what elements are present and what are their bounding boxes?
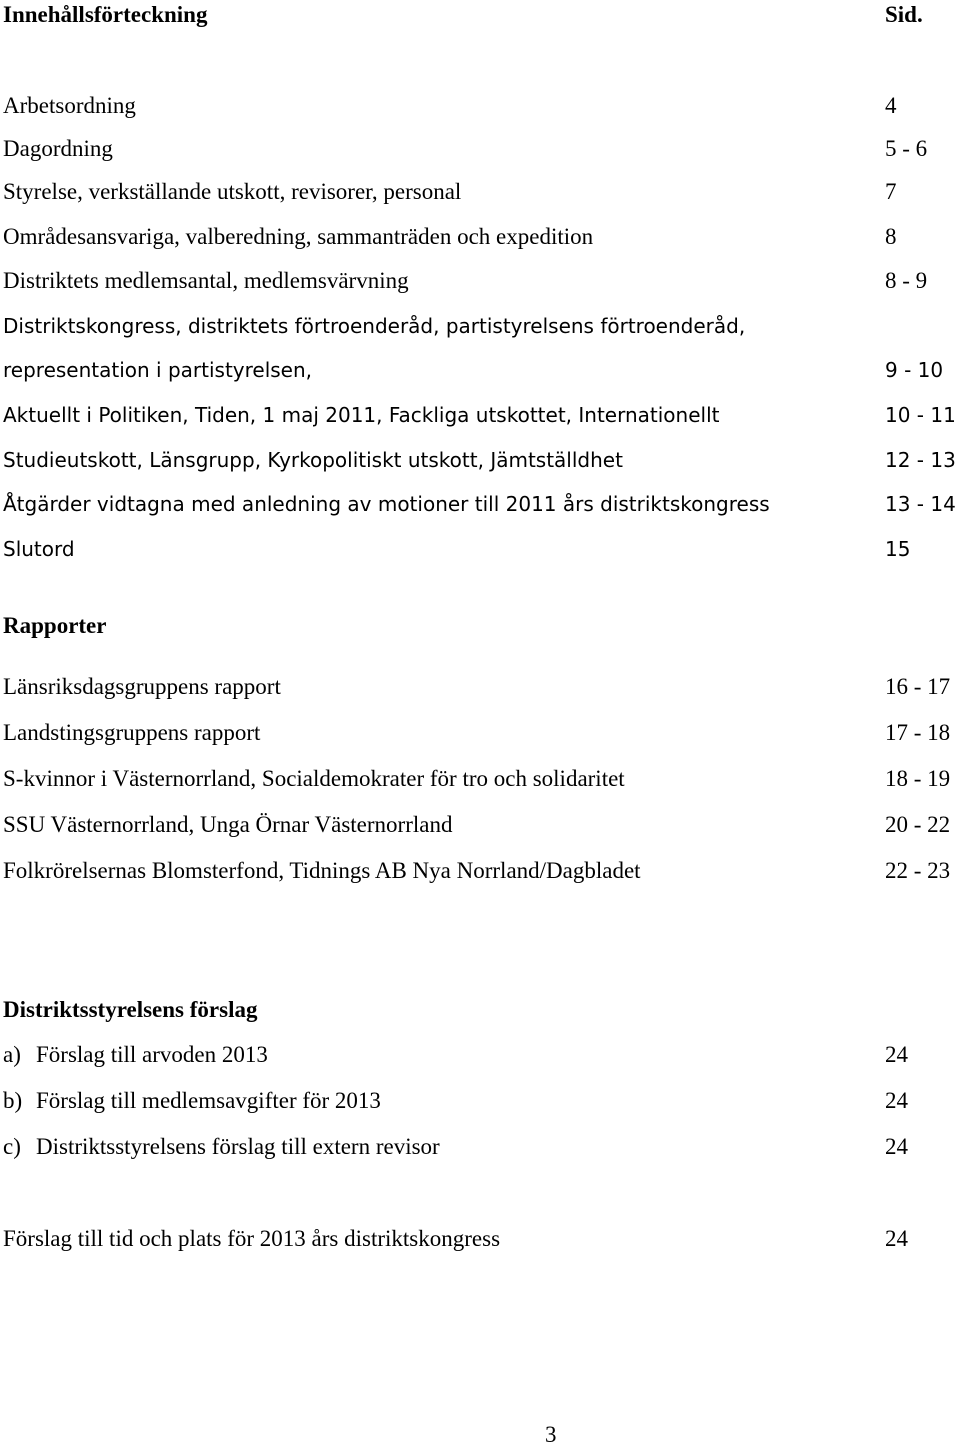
section-heading-rapporter: Rapporter bbox=[3, 613, 107, 638]
toc-entry bbox=[3, 222, 960, 252]
toc-entry-text: Slutord bbox=[3, 537, 75, 561]
toc-entry-text: Aktuellt i Politiken, Tiden, 1 maj 2011, Fackliga utskottet, Internationellt bbox=[3, 403, 720, 427]
toc-entry-page: 8 bbox=[885, 224, 897, 249]
toc-entry-text: SSU Västernorrland, Unga Örnar Västernorrland bbox=[3, 812, 453, 837]
toc-entry-page: 12 - 13 bbox=[885, 448, 956, 472]
toc-entry bbox=[3, 445, 960, 475]
page-column-label: Sid. bbox=[885, 2, 923, 27]
toc-entry-text: Studieutskott, Länsgrupp, Kyrkopolitiskt utskott, Jämtställdhet bbox=[3, 448, 623, 472]
toc-entry-page: 17 - 18 bbox=[885, 720, 951, 745]
toc-entry-page: 24 bbox=[885, 1088, 908, 1113]
toc-entry-text: Distriktets medlemsantal, medlemsvärvning bbox=[3, 268, 409, 293]
toc-entry-label: Distriktsstyrelsens förslag till extern revisor bbox=[36, 1134, 440, 1159]
list-marker: b) bbox=[3, 1088, 23, 1113]
toc-entry-page: 7 bbox=[885, 179, 897, 204]
toc-title: Innehållsförteckning bbox=[3, 2, 208, 27]
toc-entry bbox=[3, 355, 960, 385]
toc-entry-text: Landstingsgruppens rapport bbox=[3, 720, 261, 745]
toc-entry bbox=[3, 534, 960, 564]
list-marker: a) bbox=[3, 1042, 21, 1067]
toc-entry-page: 5 - 6 bbox=[885, 136, 928, 161]
toc-entry bbox=[3, 134, 960, 164]
toc-entry-text: Folkrörelsernas Blomsterfond, Tidnings AB Nya Norrland/Dagbladet bbox=[3, 858, 641, 883]
toc-entry-page: 24 bbox=[885, 1042, 908, 1067]
toc-entry-text: Länsriksdagsgruppens rapport bbox=[3, 674, 281, 699]
toc-entry bbox=[3, 1040, 960, 1070]
toc-entry bbox=[3, 266, 960, 296]
toc-entry bbox=[3, 810, 960, 840]
toc-entry bbox=[3, 718, 960, 748]
toc-entry bbox=[3, 1224, 960, 1254]
toc-entry bbox=[3, 764, 960, 794]
toc-entry-text: Distriktskongress, distriktets förtroenderåd, partistyrelsens förtroenderåd, bbox=[3, 314, 746, 338]
toc-entry-text: Förslag till tid och plats för 2013 års distriktskongress bbox=[3, 1226, 501, 1251]
toc-entry-page: 10 - 11 bbox=[885, 403, 956, 427]
toc-entry-text: representation i partistyrelsen, bbox=[3, 358, 313, 382]
toc-entry-page: 24 bbox=[885, 1226, 908, 1251]
toc-entry bbox=[3, 1086, 960, 1116]
toc-entry-text: Områdesansvariga, valberedning, sammanträden och expedition bbox=[3, 224, 594, 249]
toc-entry-page: 18 - 19 bbox=[885, 766, 951, 791]
toc-entry bbox=[3, 489, 960, 519]
toc-entry-page: 15 bbox=[885, 537, 911, 561]
list-marker: c) bbox=[3, 1134, 21, 1159]
toc-entry-page: 4 bbox=[885, 93, 897, 118]
toc-entry-text: Åtgärder vidtagna med anledning av motioner till 2011 års distriktskongress bbox=[3, 492, 770, 516]
toc-entry-text: S-kvinnor i Västernorrland, Socialdemokrater för tro och solidaritet bbox=[3, 766, 625, 791]
toc-entry-page: 9 - 10 bbox=[885, 358, 944, 382]
toc-entry-text bbox=[3, 1040, 268, 1070]
toc-entry-page: 8 - 9 bbox=[885, 268, 928, 293]
toc-entry bbox=[3, 1132, 960, 1162]
toc-entry-page: 20 - 22 bbox=[885, 812, 951, 837]
toc-entry bbox=[3, 672, 960, 702]
page-number: 3 bbox=[545, 1422, 557, 1447]
toc-entry bbox=[3, 311, 960, 341]
toc-entry bbox=[3, 856, 960, 886]
toc-entry-page: 16 - 17 bbox=[885, 674, 951, 699]
toc-entry-text: Dagordning bbox=[3, 136, 113, 161]
toc-entry-text: Styrelse, verkställande utskott, revisorer, personal bbox=[3, 179, 462, 204]
toc-entry-text: Arbetsordning bbox=[3, 93, 136, 118]
toc-entry-page: 24 bbox=[885, 1134, 908, 1159]
toc-entry bbox=[3, 177, 960, 207]
toc-entry bbox=[3, 400, 960, 430]
section-heading-forslag: Distriktsstyrelsens förslag bbox=[3, 997, 258, 1022]
toc-entry-page: 13 - 14 bbox=[885, 492, 956, 516]
toc-entry-page: 22 - 23 bbox=[885, 858, 951, 883]
toc-entry bbox=[3, 91, 960, 121]
toc-entry-label: Förslag till medlemsavgifter för 2013 bbox=[36, 1088, 381, 1113]
toc-entry-text bbox=[3, 1132, 440, 1162]
toc-entry-label: Förslag till arvoden 2013 bbox=[36, 1042, 268, 1067]
toc-entry-text bbox=[3, 1086, 381, 1116]
